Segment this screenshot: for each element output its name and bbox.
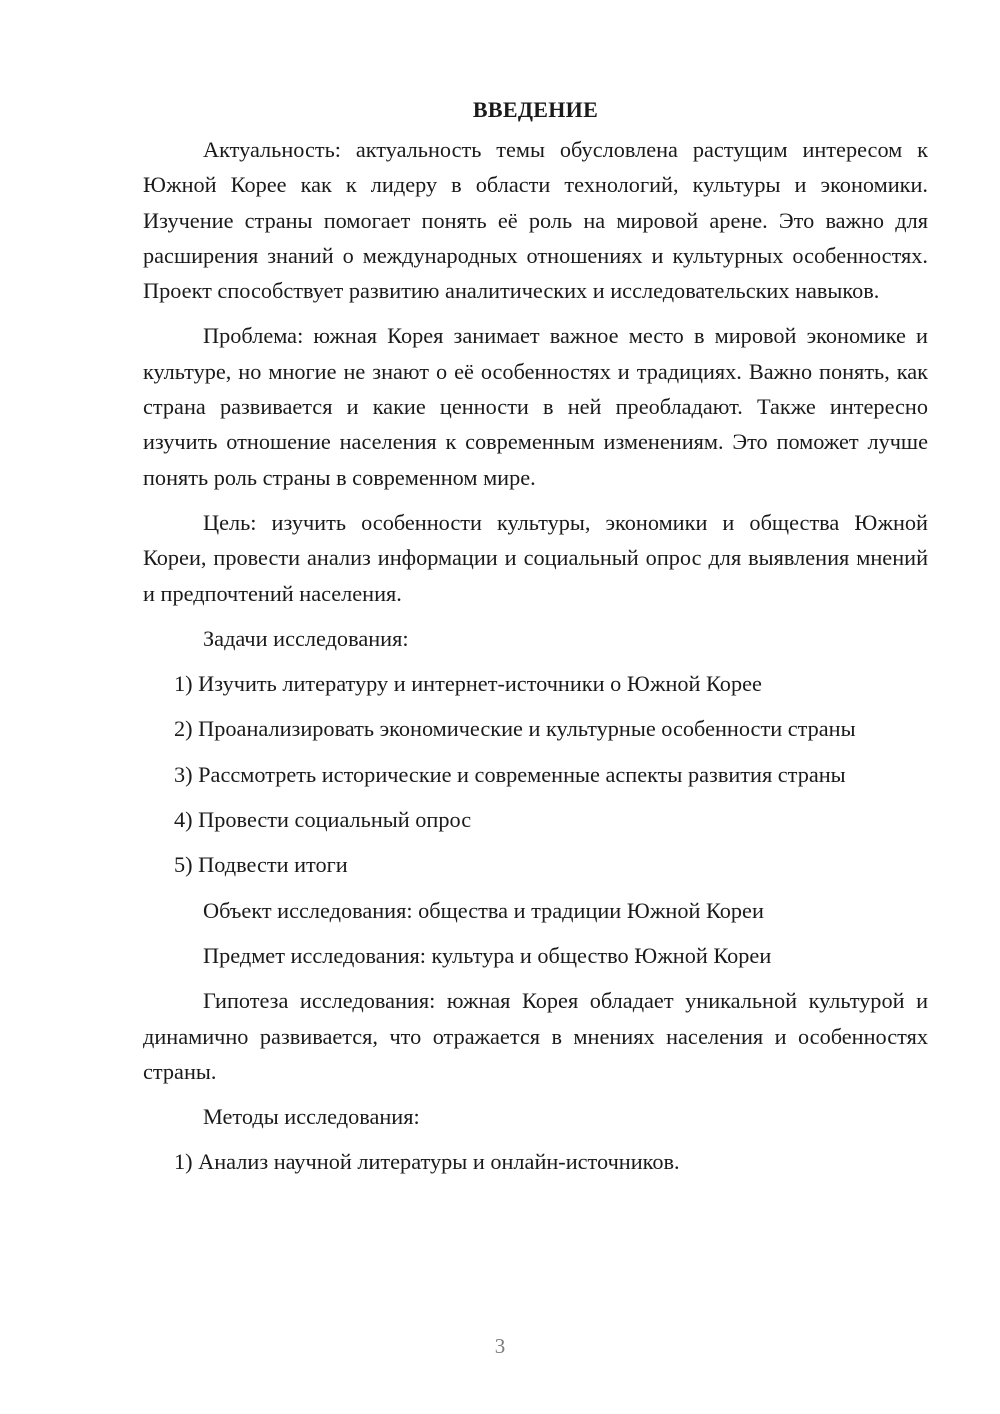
problem-paragraph: Проблема: южная Корея занимает важное место в мировой экономике и культуре, но многие не знают о её особенностях и традициях. Важно понять, как страна развивается и какие ценности в ней преобладают. Также интересно изучить отношение населения к современным изменениям. Это поможет лучше понять роль страны в современном мире. — [143, 323, 928, 490]
hypothesis-paragraph: Гипотеза исследования: южная Корея обладает уникальной культурой и динамично развивается, что отражается в мнениях населения и особенностях страны. — [143, 988, 928, 1084]
relevance-paragraph: Актуальность: актуальность темы обусловлена растущим интересом к Южной Корее как к лидеру в области технологий, культуры и экономики. Изучение страны помогает понять её роль на мировой арене. Это важно для расширения знаний о международных отношениях и культурных особенностях. Проект способствует развитию аналитических и исследовательских навыков. — [143, 137, 928, 304]
goal-paragraph: Цель: изучить особенности культуры, экономики и общества Южной Кореи, провести анализ информации и социальный опрос для выявления мнений и предпочтений населения. — [143, 509, 928, 606]
task-item-1: 1) Изучить литературу и интернет-источники о Южной Корее — [174, 671, 762, 697]
page-number: 3 — [494, 1334, 506, 1358]
methods-heading: Методы исследования: — [203, 1104, 420, 1130]
subject-paragraph: Предмет исследования: культура и общество Южной Кореи — [203, 942, 772, 968]
method-item-1: 1) Анализ научной литературы и онлайн-источников. — [174, 1149, 680, 1175]
document-page — [143, 92, 928, 1180]
tasks-heading: Задачи исследования: — [203, 625, 409, 651]
section-title: ВВЕДЕНИЕ — [472, 97, 599, 122]
task-item-4: 4) Провести социальный опрос — [174, 807, 472, 833]
task-item-5: 5) Подвести итоги — [174, 852, 348, 878]
task-item-3: 3) Рассмотреть исторические и современные аспекты развития страны — [174, 761, 846, 787]
task-item-2: 2) Проанализировать экономические и культурные особенности страны — [174, 716, 856, 742]
object-paragraph: Объект исследования: общества и традиции Южной Кореи — [203, 897, 764, 923]
